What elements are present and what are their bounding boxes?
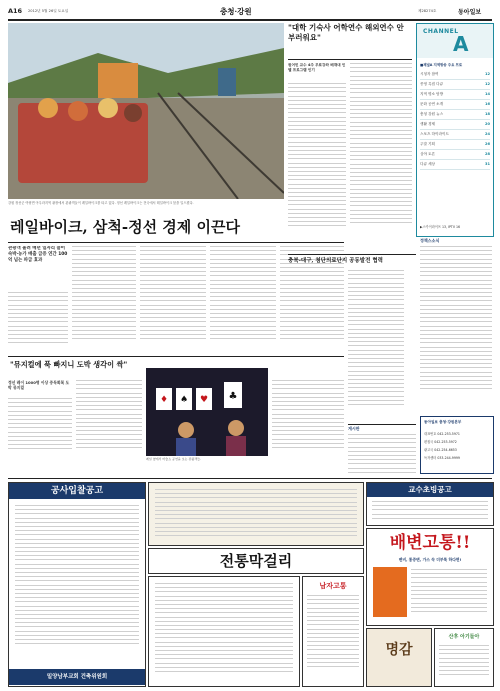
channel-header — [417, 24, 493, 58]
channel-program-list — [420, 70, 490, 170]
interview-headline: "대학 기숙사 어학연수 해외연수 안 부러워요" — [288, 23, 404, 42]
ad-middle-top — [148, 482, 364, 546]
channel-program-label: 충청 강원 뉴스 — [420, 112, 444, 116]
channel-program-number: 24 — [484, 132, 490, 136]
ad-constipation — [366, 528, 494, 626]
ad-health-product-title: 명감 — [385, 642, 413, 658]
ad-constipation-title: 배변고통!! — [389, 533, 471, 553]
channel-program-number: 28 — [484, 152, 490, 156]
svg-text:♥: ♥ — [199, 395, 209, 405]
channel-program-number: 20 — [484, 122, 490, 126]
ad-kids-body — [439, 645, 489, 683]
sub-deck: 정선 레이 1000명 이상 중독회복 도박 뮤지컬 — [8, 380, 70, 391]
page-header — [8, 6, 492, 18]
ads-rule — [8, 478, 492, 479]
channel-program-item — [420, 80, 490, 90]
regional-rule — [288, 254, 416, 255]
ad-public-notice — [8, 482, 146, 687]
main-deck: 관광객 몰려 매년 일자리 늘어 숙박·농가 매출 급증 연간 100억 넘는 파급 효과 — [8, 246, 68, 264]
channel-program-item — [420, 110, 490, 120]
svg-text:♦: ♦ — [159, 395, 169, 405]
channel-program-number: 18 — [484, 112, 490, 116]
channel-program-number: 12 — [484, 82, 490, 86]
channel-program-label: 시청자 참여 — [420, 72, 439, 76]
ad-constipation-product — [373, 567, 407, 617]
channel-program-label: 지역 명소 탐방 — [420, 92, 444, 96]
channel-program-label: 심야 토론 — [420, 152, 436, 156]
sidebar-column — [420, 238, 492, 474]
bulletin-body — [348, 434, 416, 474]
page-date: 2012년 5월 26일 토요일 — [28, 8, 69, 13]
sub-body-col2 — [76, 380, 142, 456]
bulletin-rule — [348, 424, 416, 425]
regional-headline: 충북-대구, 첨단의료단지 공동발전 협력 — [288, 258, 383, 264]
channel-program-number: 16 — [484, 102, 490, 106]
interview-body-col2 — [350, 63, 412, 239]
header-rule — [8, 19, 492, 21]
channel-logo-letter: A — [453, 32, 469, 56]
main-body-col4 — [210, 246, 276, 352]
svg-text:♣: ♣ — [228, 391, 238, 402]
channel-program-number: 14 — [484, 92, 490, 96]
contact-title: 동아일보 충청·강원본부 — [424, 420, 462, 424]
channel-program-item — [420, 120, 490, 130]
channel-tagline: ■채널A 지역방송 주요 프로 — [420, 63, 463, 67]
ad-public-notice-footer: 밀양남부교회 건축위원회 — [9, 669, 145, 685]
interview-deck: 원어민 교수 4주 무료강좌 배재대 인텔 프로그램 인기 — [288, 63, 346, 72]
ad-constipation-sub: 변비, 통증변, 가스 속 더부룩 하다면! — [398, 557, 462, 562]
ad-professor — [366, 482, 494, 526]
page-number: A16 — [8, 7, 23, 15]
ad-constipation-body — [411, 569, 487, 619]
svg-text:♠: ♠ — [179, 395, 189, 405]
issue-number: 제28274호 — [418, 8, 437, 13]
sidebar-title: 정책스소식 — [420, 238, 440, 243]
regional-body-col2 — [408, 270, 416, 271]
channel-program-item — [420, 70, 490, 80]
ad-small-body — [307, 595, 359, 681]
ad-public-notice-title: 공사입찰공고 — [9, 483, 145, 499]
channel-box — [416, 23, 494, 237]
channel-program-item — [420, 90, 490, 100]
ad-professor-body — [372, 501, 488, 523]
ad-middle-top-body — [155, 489, 357, 539]
channel-program-label: 종영 특집 다큐 — [420, 82, 444, 86]
contact-line-1: 대표번호 042-253-5971 — [424, 432, 460, 436]
magic-show-photo — [146, 368, 268, 456]
magic-show-illustration — [146, 368, 268, 456]
main-body-col3 — [140, 246, 206, 352]
sub-story-rule — [8, 356, 344, 357]
channel-program-item — [420, 140, 490, 150]
channel-program-label: 문화 공연 소개 — [420, 102, 444, 106]
contact-line-3: 광고국 042-254-6653 — [424, 448, 457, 452]
channel-program-item — [420, 160, 490, 170]
sub-headline: "뮤지컬에 푹 빠지니 도박 생각이 싹" — [10, 360, 128, 369]
channel-program-label: 다큐 세상 — [420, 162, 436, 166]
interview-body-col1 — [288, 83, 346, 239]
channel-program-item — [420, 130, 490, 140]
ad-middle-bottom — [148, 576, 300, 687]
channel-program-label: 스포츠 하이라이트 — [420, 132, 449, 136]
ad-kids — [434, 628, 494, 687]
channel-program-item — [420, 100, 490, 110]
section-title: 충청·강원 — [220, 7, 252, 16]
interview-rule — [288, 59, 412, 60]
sidebar-body — [420, 246, 492, 396]
channel-program-number: 31 — [484, 162, 490, 166]
interview-box — [288, 23, 412, 250]
channel-footer: ▶스카이라이프 13, IPTV 16 — [420, 225, 461, 229]
regional-body-col1 — [348, 270, 404, 420]
channel-program-number: 12 — [484, 72, 490, 76]
ad-professor-title: 교수초빙공고 — [367, 483, 493, 497]
main-photo — [8, 23, 284, 199]
main-headline: 레일바이크, 삼척-정선 경제 이끈다 — [10, 218, 240, 236]
sub-body-col3 — [272, 380, 344, 456]
channel-program-label: 주말 기획 — [420, 142, 436, 146]
ad-small-title: 남자고통 — [319, 581, 347, 590]
contact-line-4: 독자센터 033-244-9999 — [424, 456, 460, 460]
bulletin-label: 게시판 — [348, 426, 360, 431]
ad-small — [302, 576, 364, 687]
ad-public-notice-body — [15, 505, 139, 655]
paper-name: 동아일보 — [458, 8, 482, 16]
ad-kids-title: 산후 아기들아 — [448, 634, 480, 640]
ad-makgeolli-title: 전통막걸리 — [219, 552, 293, 570]
main-body-col2 — [72, 246, 136, 352]
contact-box — [420, 416, 494, 474]
channel-title: CHANNEL — [423, 28, 459, 35]
sub-body-col1 — [8, 398, 72, 456]
channel-program-item — [420, 150, 490, 160]
ad-health-product — [366, 628, 432, 687]
main-body-col1 — [8, 292, 68, 352]
ad-makgeolli — [148, 548, 364, 574]
main-photo-caption: 강원 정선군 여량면 아우라지역 광장에서 관광객들이 레일바이크를 타고 있다. 정선 레일바이크는 전국에서 레일바이크 붐을 일으켰다. — [8, 201, 194, 205]
channel-program-label: 생활 경제 — [420, 122, 436, 126]
ad-middle-bottom-body — [155, 583, 293, 679]
magic-photo-caption: 레일 옆에서 마술쇼 공연을 보는 관광객들. — [146, 457, 201, 461]
railbike-photo-illustration — [8, 23, 284, 199]
contact-line-2: 편집국 042-253-5972 — [424, 440, 457, 444]
channel-program-number: 26 — [484, 142, 490, 146]
